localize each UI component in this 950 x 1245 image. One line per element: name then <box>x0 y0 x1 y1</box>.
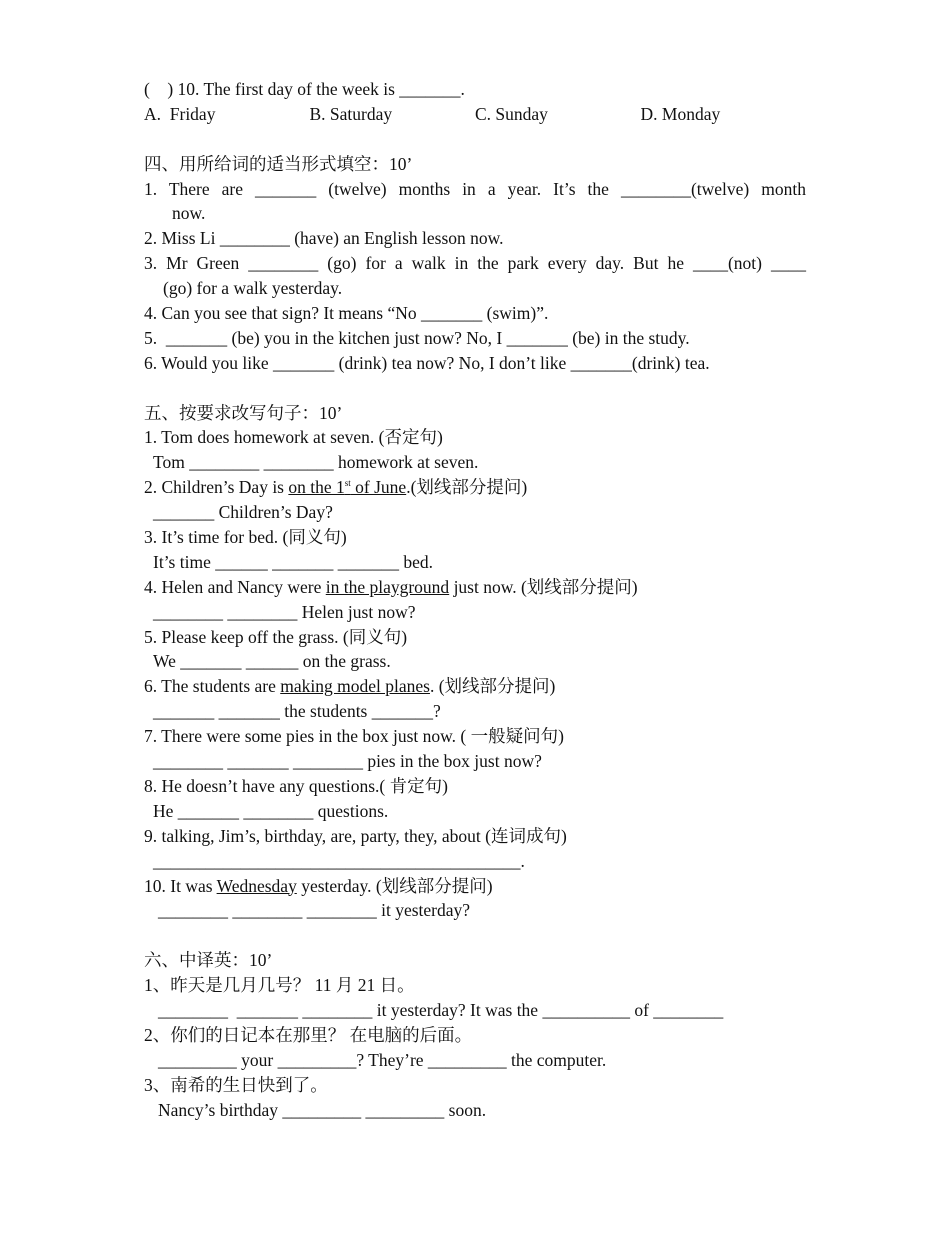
section-5-answer-2: _______ Children’s Day? <box>153 502 333 523</box>
question-10: ( ) 10. The first day of the week is _______. <box>144 79 465 99</box>
section-6-question-3: 3、南希的生日快到了。 <box>144 1074 328 1095</box>
section-4-item-3-cont: (go) for a walk yesterday. <box>163 278 343 299</box>
section-5-question-2: 2. Children’s Day is on the 1st of June.(划线部分提问) <box>144 477 528 498</box>
section-5-answer-4: ________ ________ Helen just now? <box>153 601 416 622</box>
option-b: B. Saturday <box>309 103 393 124</box>
section-6-title: 六、中译英：10’ <box>144 950 273 971</box>
section-4-item-5: 5. _______ (be) you in the kitchen just now? No, I _______ (be) in the study. <box>144 327 690 348</box>
section-4-item-4: 4. Can you see that sign? It means “No _______ (swim)”. <box>144 303 549 324</box>
section-5-question-1: 1. Tom does homework at seven. (否定句) <box>144 427 443 448</box>
section-4-item-1: 1. There are _______ (twelve) months in a year. It’s the ________(twelve) month <box>144 178 806 199</box>
section-5-question-4: 4. Helen and Nancy were in the playground just now. (划线部分提问) <box>144 576 638 597</box>
section-4-item-3: 3. Mr Green ________ (go) for a walk in the park every day. But he ____(not) ____ <box>144 253 806 274</box>
section-4-item-1-cont: now. <box>172 203 206 224</box>
section-5-answer-3: It’s time ______ _______ _______ bed. <box>153 551 433 572</box>
section-5-title: 五、按要求改写句子：10’ <box>144 402 343 423</box>
underlined-part: Wednesday <box>216 875 297 896</box>
section-5-answer-10: ________ ________ ________ it yesterday? <box>158 900 471 921</box>
section-4-title: 四、用所给词的适当形式填空：10’ <box>144 153 413 174</box>
underlined-part: in the playground <box>325 576 450 597</box>
section-5-question-7: 7. There were some pies in the box just now. ( 一般疑问句) <box>144 726 564 747</box>
section-4-item-2: 2. Miss Li ________ (have) an English lesson now. <box>144 228 504 249</box>
section-5-question-3: 3. It’s time for bed. (同义句) <box>144 527 347 548</box>
option-a: A. Friday <box>144 103 216 124</box>
section-5-question-10: 10. It was Wednesday yesterday. (划线部分提问) <box>144 875 493 896</box>
section-5-answer-5: We _______ ______ on the grass. <box>153 651 391 672</box>
section-5-question-8: 8. He doesn’t have any questions.( 肯定句) <box>144 775 448 796</box>
section-6-answer-1: ________ _______ ________ it yesterday? It was the __________ of ________ <box>158 999 724 1020</box>
underlined-part: making model planes <box>280 676 430 697</box>
section-6-answer-3: Nancy’s birthday _________ _________ soon. <box>158 1099 487 1120</box>
section-5-question-6: 6. The students are making model planes. (划线部分提问) <box>144 676 556 697</box>
option-c: C. Sunday <box>475 103 548 124</box>
section-4-item-6: 6. Would you like _______ (drink) tea now? No, I don’t like _______(drink) tea. <box>144 352 710 373</box>
section-5-answer-7: ________ _______ ________ pies in the box just now? <box>153 751 542 772</box>
section-6-question-1: 1、昨天是几月几号？ 11 月 21 日。 <box>144 975 415 996</box>
underlined-part: on the 1st of June <box>288 477 407 498</box>
section-6-answer-2: _________ your _________? They’re _________ the computer. <box>158 1049 607 1070</box>
section-6-question-2: 2、你们的日记本在那里？ 在电脑的后面。 <box>144 1024 473 1045</box>
section-5-answer-6: _______ _______ the students _______? <box>153 701 441 722</box>
question-10-options <box>144 102 806 127</box>
section-5-answer-9: __________________________________________. <box>153 850 525 871</box>
option-d: D. Monday <box>640 103 721 124</box>
worksheet-page <box>144 77 806 1122</box>
section-5-question-5: 5. Please keep off the grass. (同义句) <box>144 626 408 647</box>
section-5-answer-8: He _______ ________ questions. <box>153 800 389 821</box>
section-5-answer-1: Tom ________ ________ homework at seven. <box>153 452 479 473</box>
section-5-question-9: 9. talking, Jim’s, birthday, are, party, they, about (连词成句) <box>144 825 567 846</box>
